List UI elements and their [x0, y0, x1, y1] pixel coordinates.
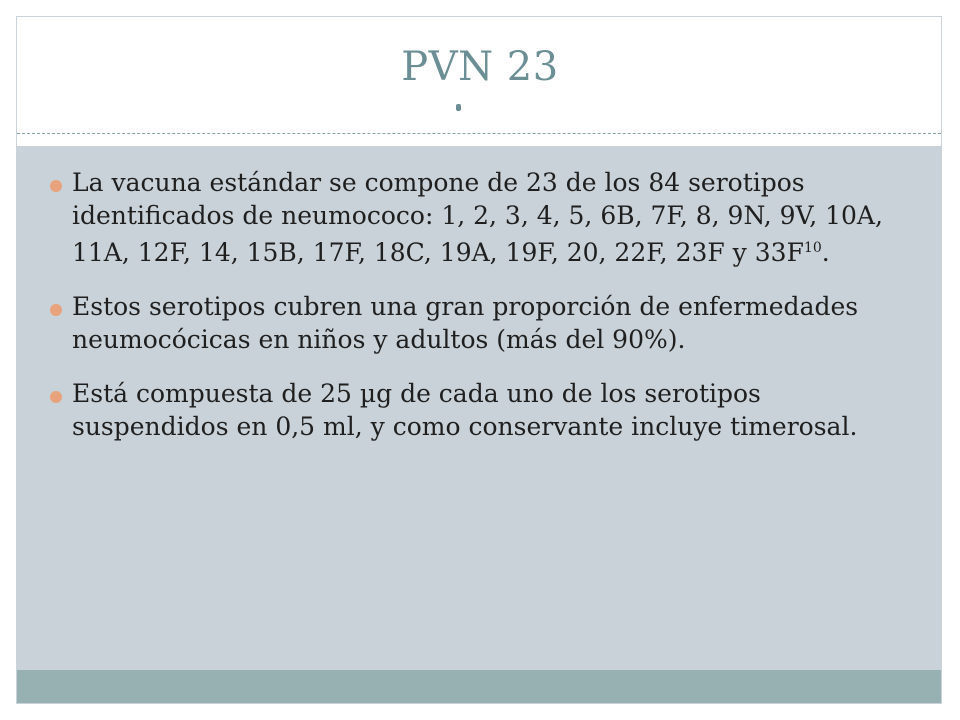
- bullet-item-2: [46, 290, 906, 356]
- bullet-text: La vacuna estándar se compone de 23 de los 84 serotipos identificados de neumococo: 1, 2, 3, 4, 5, 6B, 7F, 8, 9N, 9V, 10A, 11A, 12F, 14, 15B, 17F, 18C, 19A, 19F, 20, 22F, 23F y 33F: [72, 168, 883, 267]
- bullet-icon: [50, 180, 62, 192]
- bullet-icon: [50, 391, 62, 403]
- bullet-item-1: [46, 166, 906, 269]
- bullet-suffix: .: [821, 238, 830, 267]
- footer-bar: [17, 670, 941, 703]
- bullet-text: Está compuesta de 25 µg de cada uno de los serotipos suspendidos en 0,5 ml, y como conservante incluye timerosal.: [72, 379, 858, 441]
- slide-title: PVN 23: [401, 44, 559, 90]
- title-decoration: [456, 104, 461, 111]
- title-divider: [17, 133, 941, 134]
- reference-superscript: 10: [803, 240, 822, 256]
- bullet-icon: [50, 304, 62, 316]
- bullet-item-3: [46, 377, 906, 443]
- bullet-list: [46, 166, 906, 464]
- bullet-text: Estos serotipos cubren una gran proporción de enfermedades neumocócicas en niños y adultos (más del 90%).: [72, 292, 859, 354]
